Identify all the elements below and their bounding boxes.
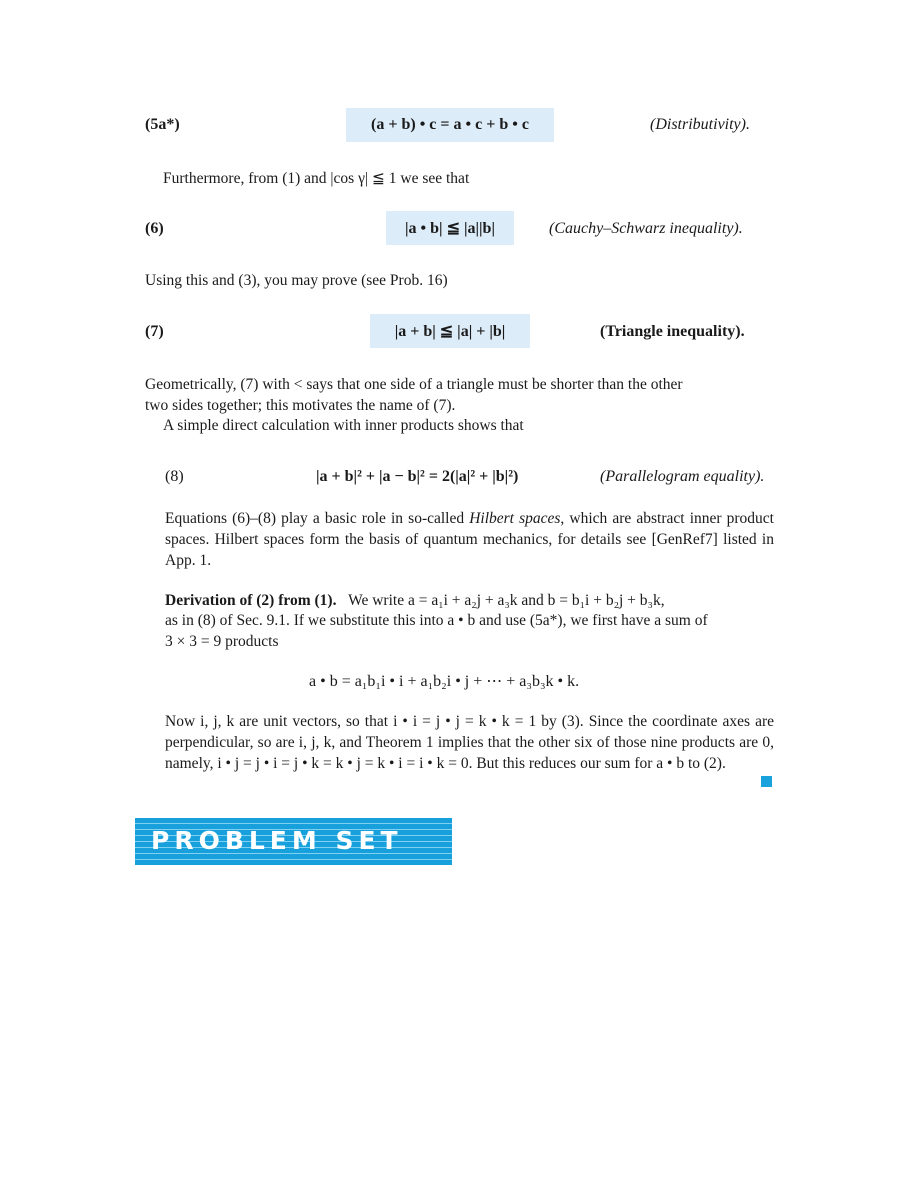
eq8-name: (Parallelogram equality). — [600, 468, 765, 485]
conclusion-text: Now i, j, k are unit vectors, so that i • i = j • j = k • k = 1 by (3). Since the coordinate axes are perpendicular, so are i, j, k, and Theorem 1 implies that the other six of those nine products are 0, namely, i • j = j • i = j • k = k • j = k • i = i • k = 0. But this reduces our sum for a • b to (2). — [165, 713, 774, 772]
eq8-formula: |a + b|² + |a − b|² = 2(|a|² + |b|²) — [316, 468, 519, 485]
problem-set-banner — [135, 818, 452, 865]
text-using-this: Using this and (3), you may prove (see Prob. 16) — [145, 272, 448, 289]
derivation-heading: Derivation of (2) from (1). — [165, 592, 337, 609]
eq7-name: (Triangle inequality). — [600, 323, 745, 340]
derivation-line2: as in (8) of Sec. 9.1. If we substitute this into a • b and use (5a*), we first have a sum of — [165, 612, 708, 629]
eq5a-number: (5a*) — [145, 116, 180, 133]
eq6-formula: |a • b| ≦ |a||b| — [386, 211, 514, 245]
derivation-display-equation: a • b = a₁b₁i • i + a₁b₂i • j + ⋯ + a₃b₃k • k. — [309, 673, 580, 690]
hilbert-text-after: , which are abstract inner product spaces. Hilbert spaces form the basis of quantum mechanics, for details see [GenRef7] listed in App. 1. — [165, 510, 774, 569]
derivation-line3: 3 × 3 = 9 products — [165, 633, 279, 650]
derivation-write: We write a = a₁i + a₂j + a₃k and b = b₁i + b₂j + b₃k, — [348, 592, 665, 609]
eq5a-formula: (a + b) • c = a • c + b • c — [346, 108, 554, 142]
conclusion-paragraph — [165, 711, 774, 774]
eq6-name: (Cauchy–Schwarz inequality). — [549, 220, 743, 237]
text-geometrically-1: Geometrically, (7) with < says that one side of a triangle must be shorter than the other — [145, 376, 683, 393]
end-of-proof-square-icon — [761, 776, 772, 787]
eq7-formula: |a + b| ≦ |a| + |b| — [370, 314, 530, 348]
text-furthermore: Furthermore, from (1) and |cos γ| ≦ 1 we see that — [163, 170, 470, 187]
hilbert-paragraph — [165, 508, 774, 571]
eq6-number: (6) — [145, 220, 164, 237]
eq5a-name: (Distributivity). — [650, 116, 750, 133]
problem-set-label: PROBLEM SET — [151, 826, 403, 855]
eq7-number: (7) — [145, 323, 164, 340]
hilbert-term: Hilbert spaces — [469, 510, 561, 527]
text-simple-direct: A simple direct calculation with inner products shows that — [163, 417, 524, 434]
hilbert-text-before: Equations (6)–(8) play a basic role in so-called — [165, 510, 470, 527]
derivation-line1 — [165, 590, 665, 611]
text-geometrically-2: two sides together; this motivates the name of (7). — [145, 397, 456, 414]
eq8-number: (8) — [165, 468, 184, 485]
